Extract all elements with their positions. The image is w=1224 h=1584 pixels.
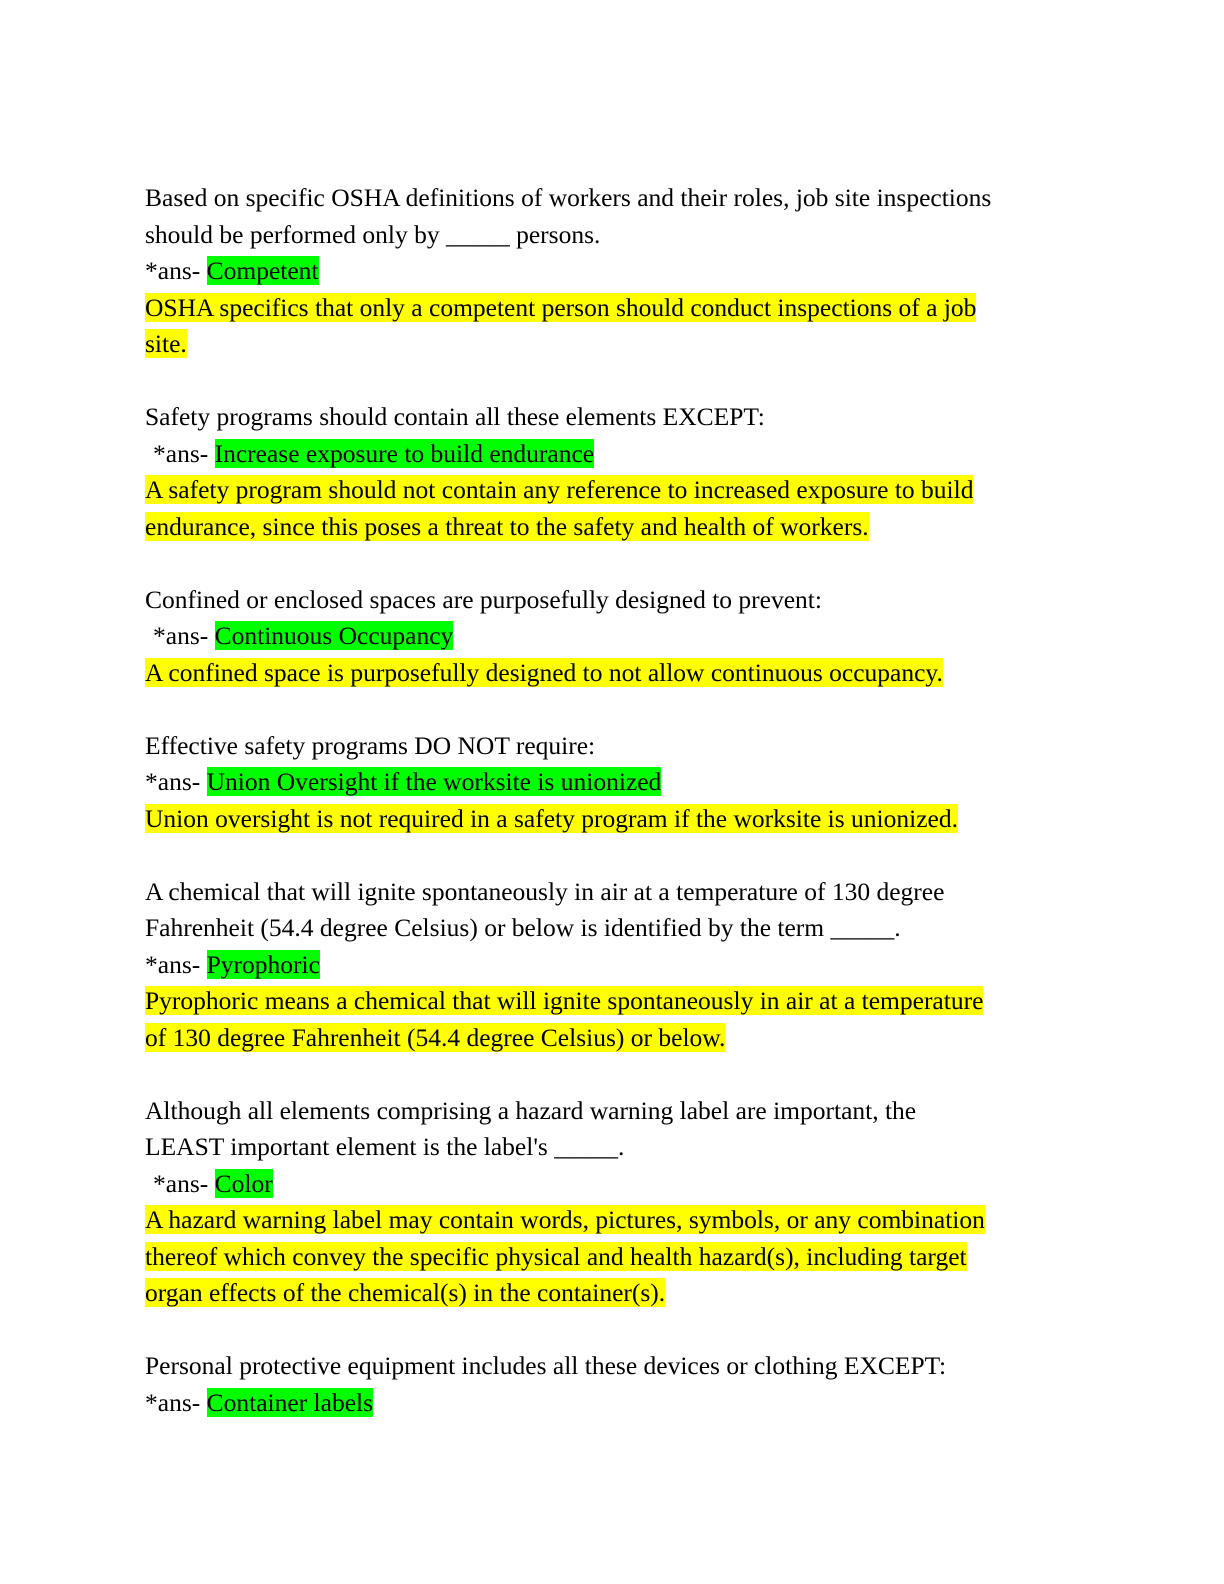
explanation-line — [145, 655, 1085, 692]
answer-prefix: *ans- — [153, 438, 215, 468]
answer-text: Competent — [206, 256, 319, 285]
explanation-line — [145, 801, 1085, 838]
answer-prefix: *ans- — [145, 949, 207, 979]
answer-text: Pyrophoric — [206, 949, 320, 979]
question-line: Effective safety programs DO NOT require: — [145, 730, 596, 760]
answer-line — [145, 947, 1085, 984]
question-line: should be performed only by _____ persons. — [145, 219, 601, 249]
question-line: A chemical that will ignite spontaneously in air at a temperature of 130 degree — [145, 876, 945, 906]
qa-block — [145, 180, 1085, 363]
answer-prefix: *ans- — [153, 1168, 215, 1198]
explanation-line — [145, 1202, 1085, 1239]
answer-text: Increase exposure to build endurance — [214, 438, 595, 468]
explanation-line — [145, 983, 1085, 1020]
explanation-text: site. — [145, 329, 187, 358]
explanation-text: of 130 degree Fahrenheit (54.4 degree Celsius) or below. — [145, 1022, 726, 1052]
qa-block — [145, 728, 1085, 838]
answer-text: Color — [214, 1168, 273, 1198]
answer-line — [145, 618, 1085, 655]
qa-block — [145, 582, 1085, 692]
question-line: Based on specific OSHA definitions of workers and their roles, job site inspections — [145, 183, 992, 212]
answer-line — [145, 253, 1085, 290]
question-line: LEAST important element is the label's _____. — [145, 1132, 625, 1161]
explanation-line — [145, 326, 1085, 363]
qa-block — [145, 874, 1085, 1057]
explanation-line — [145, 472, 1085, 509]
explanation-line — [145, 1239, 1085, 1276]
answer-line — [145, 1385, 1085, 1422]
answer-line — [145, 764, 1085, 801]
answer-prefix: *ans- — [145, 256, 207, 285]
document-page — [145, 180, 1085, 1458]
explanation-line — [145, 290, 1085, 327]
answer-prefix: *ans- — [145, 1387, 207, 1417]
question-line: Confined or enclosed spaces are purposefully designed to prevent: — [145, 584, 822, 614]
question-line: Fahrenheit (54.4 degree Celsius) or below is identified by the term _____. — [145, 913, 901, 942]
qa-block — [145, 1093, 1085, 1312]
answer-line — [145, 436, 1085, 473]
answer-text: Union Oversight if the worksite is unionized — [206, 767, 662, 796]
explanation-line — [145, 1275, 1085, 1312]
explanation-text: organ effects of the chemical(s) in the container(s). — [145, 1278, 666, 1307]
answer-text: Container labels — [206, 1387, 374, 1417]
question-line: Although all elements comprising a hazard warning label are important, the — [145, 1095, 917, 1125]
qa-block — [145, 1348, 1085, 1421]
answer-prefix: *ans- — [145, 767, 207, 796]
explanation-text: OSHA specifics that only a competent person should conduct inspections of a job — [145, 292, 977, 322]
explanation-text: A safety program should not contain any reference to increased exposure to build — [145, 475, 974, 504]
explanation-line — [145, 1020, 1085, 1057]
qa-block — [145, 399, 1085, 545]
answer-line — [145, 1166, 1085, 1203]
explanation-text: Pyrophoric means a chemical that will ignite spontaneously in air at a temperature — [145, 986, 984, 1015]
explanation-text: Union oversight is not required in a safety program if the worksite is unionized. — [145, 803, 958, 833]
explanation-text: thereof which convey the specific physical and health hazard(s), including target — [145, 1241, 967, 1271]
question-line: Safety programs should contain all these elements EXCEPT: — [145, 402, 765, 431]
question-line: Personal protective equipment includes all these devices or clothing EXCEPT: — [145, 1351, 947, 1380]
explanation-line — [145, 509, 1085, 546]
answer-prefix: *ans- — [153, 621, 215, 650]
explanation-text: endurance, since this poses a threat to the safety and health of workers. — [145, 511, 869, 541]
explanation-text: A confined space is purposefully designed to not allow continuous occupancy. — [145, 657, 943, 687]
answer-text: Continuous Occupancy — [214, 621, 454, 650]
explanation-text: A hazard warning label may contain words, pictures, symbols, or any combination — [145, 1205, 985, 1234]
